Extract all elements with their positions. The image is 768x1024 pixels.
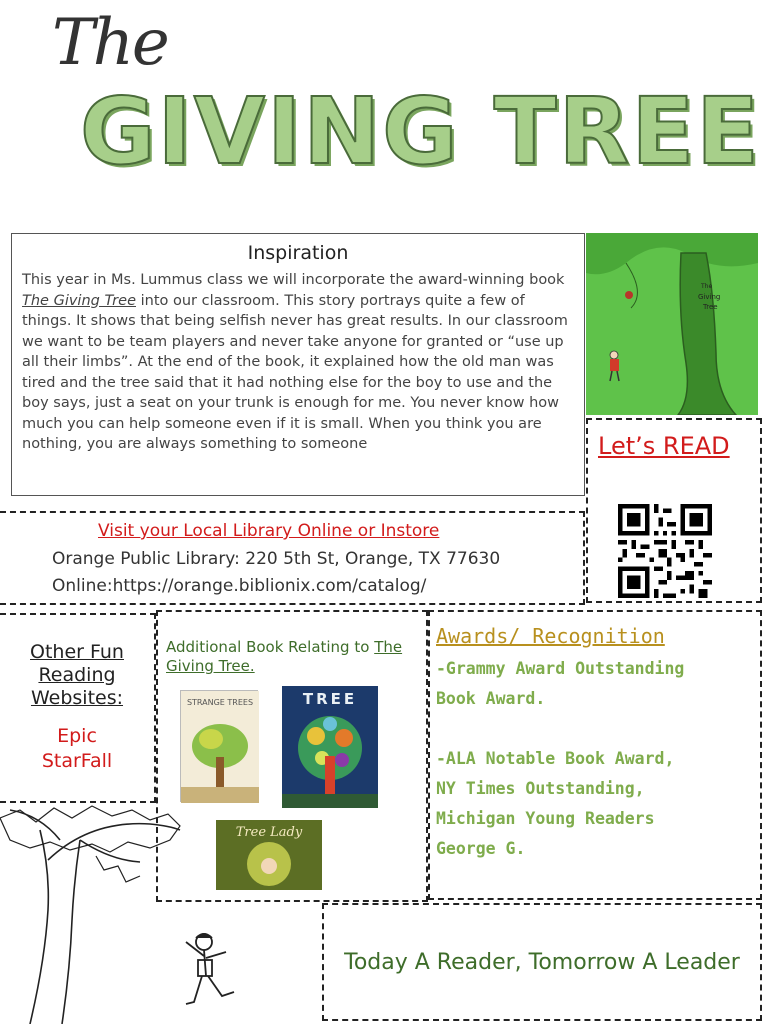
other-websites-title-line1: Other Fun [30,641,124,663]
other-websites-title [0,641,154,710]
other-websites-list [0,724,154,774]
award-line: NY Times Outstanding, [436,779,645,798]
library-box [0,511,585,605]
book-cover-tree [282,686,378,808]
inspiration-text-before: This year in Ms. Lummus class we will incorporate the award-winning book [22,272,565,288]
inspiration-book-title: The Giving Tree [22,292,136,309]
svg-text:Tree: Tree [703,303,718,311]
slogan-box [322,903,762,1021]
slogan-text: Today A Reader, Tomorrow A Leader [344,950,740,975]
inspiration-text [22,270,574,455]
tree-line-drawing [0,800,320,1024]
lets-read-title: Let’s READ [598,432,730,460]
library-link[interactable]: Visit your Local Library Online or Instore [98,521,440,541]
award-line: -Grammy Award Outstanding [436,659,685,678]
additional-books-heading-title: The Giving Tree. [166,638,403,675]
additional-books-heading-prefix: Additional Book Relating to [166,638,375,656]
other-websites-title-line2: Reading [38,664,116,686]
award-line: -ALA Notable Book Award, [436,749,675,768]
award-line: Book Award. [436,689,546,708]
inspiration-heading: Inspiration [247,242,349,264]
book1-title: STRANGE TREES [186,698,254,707]
inspiration-box [11,233,585,496]
library-online-url[interactable]: Online:https://orange.biblionix.com/catalog/ [52,576,427,596]
inspiration-text-after: into our classroom. This story portrays quite a few of things. It shows that being selfish never has great results. In our classroom we want to be team players and never take anyone for granted or “use up all their limbs”. At the end of the book, it explained how the old man was tired and the tree said that it had nothing else for the boy to use and the boy says, just a seat on your trunk is enough for me. You never know how much you can help someone even if it is small. When you think you are nothing, you are always something to someone [22,292,568,452]
other-websites-title-line3: Websites: [30,687,124,709]
additional-books-heading [166,638,416,676]
awards-title: Awards/ Recognition [436,624,665,648]
lets-read-box [586,418,762,603]
website-starfall[interactable]: StarFall [41,750,113,772]
award-line: Michigan Young Readers [436,809,655,828]
library-address: Orange Public Library: 220 5th St, Orange, TX 77630 [52,549,501,569]
svg-text:Giving: Giving [698,293,721,301]
page-title: GIVING TREE [80,78,762,185]
book3-title: Tree Lady [235,825,303,840]
award-line: George G. [436,839,526,858]
awards-box [428,610,762,900]
website-epic[interactable]: Epic [57,725,97,747]
qr-code[interactable] [618,504,712,598]
book-cover-strange-trees [180,690,258,802]
svg-text:The: The [701,283,713,290]
title-the: The [52,6,168,80]
tree-cover-illustration [586,233,758,415]
book2-title: TREE [302,690,358,708]
book-cover-image [586,233,758,415]
other-websites-box [0,613,156,803]
